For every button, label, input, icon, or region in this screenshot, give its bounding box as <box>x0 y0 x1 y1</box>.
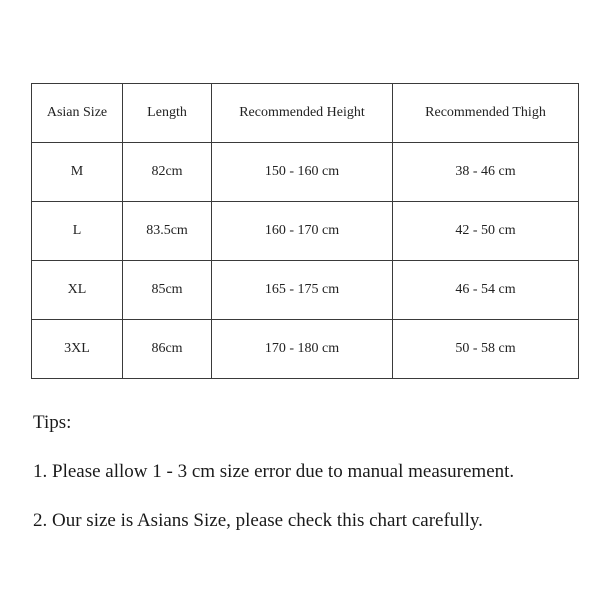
tips-title: Tips: <box>33 412 72 433</box>
table-row <box>32 320 579 379</box>
cell-height: 170 - 180 cm <box>212 320 393 379</box>
cell-size: XL <box>32 261 123 320</box>
table-row <box>32 143 579 202</box>
table-row <box>32 202 579 261</box>
cell-length: 86cm <box>123 320 212 379</box>
cell-size: L <box>32 202 123 261</box>
cell-thigh: 50 - 58 cm <box>393 320 579 379</box>
tip-item: 2. Our size is Asians Size, please check this chart carefully. <box>33 510 483 531</box>
cell-thigh: 38 - 46 cm <box>393 143 579 202</box>
cell-thigh: 46 - 54 cm <box>393 261 579 320</box>
cell-length: 85cm <box>123 261 212 320</box>
cell-height: 165 - 175 cm <box>212 261 393 320</box>
cell-length: 83.5cm <box>123 202 212 261</box>
table-row <box>32 261 579 320</box>
size-chart-table <box>31 83 579 379</box>
cell-height: 160 - 170 cm <box>212 202 393 261</box>
header-length: Length <box>123 84 212 143</box>
tip-item: 1. Please allow 1 - 3 cm size error due to manual measurement. <box>33 461 515 482</box>
header-recommended-height: Recommended Height <box>212 84 393 143</box>
cell-length: 82cm <box>123 143 212 202</box>
table-header-row <box>32 84 579 143</box>
cell-size: 3XL <box>32 320 123 379</box>
cell-height: 150 - 160 cm <box>212 143 393 202</box>
cell-size: M <box>32 143 123 202</box>
cell-thigh: 42 - 50 cm <box>393 202 579 261</box>
header-asian-size: Asian Size <box>32 84 123 143</box>
header-recommended-thigh: Recommended Thigh <box>393 84 579 143</box>
